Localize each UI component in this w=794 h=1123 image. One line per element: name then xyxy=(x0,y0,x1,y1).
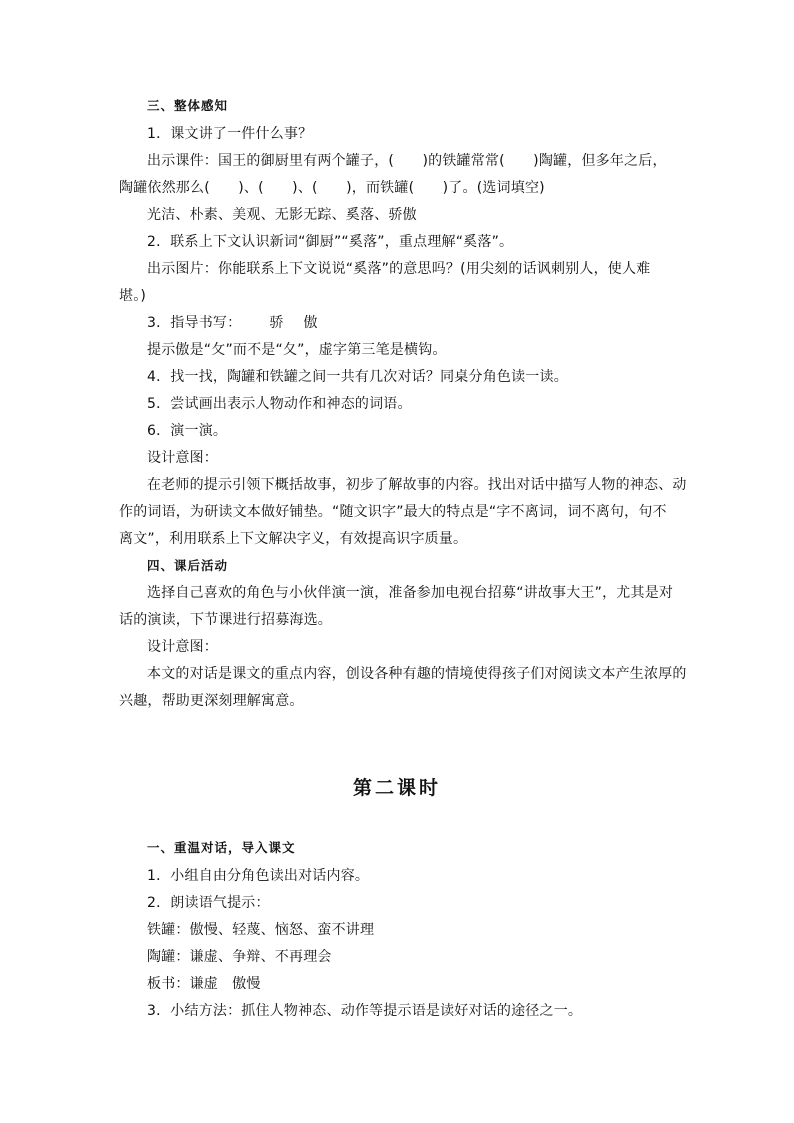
lesson2-item-3: 3．小结方法：抓住人物神态、动作等提示语是读好对话的途径之一。 xyxy=(147,1003,583,1019)
question-3-label: 3．指导书写： xyxy=(147,315,242,331)
question-5: 5．尝试画出表示人物动作和神态的词语。 xyxy=(147,396,412,412)
design-intent-label: 设计意图： xyxy=(147,450,218,466)
design-intent-2-line-1: 本文的对话是课文的重点内容，创设各种有趣的情境使得孩子们对阅读文本产生浓厚的 xyxy=(147,666,687,682)
writing-char-1: 骄 xyxy=(269,315,284,331)
question-2: 2．联系上下文认识新词“御厨”“奚落”，重点理解“奚落”。 xyxy=(147,234,514,250)
design-intent-2-line-2: 兴趣，帮助更深刻理解寓意。 xyxy=(119,693,304,709)
writing-hint: 提示傲是“攵”而不是“夂”，虚字第三笔是横钩。 xyxy=(147,342,447,358)
courseware-line-2: 陶罐依然那么( )、( )、( )，而铁罐( )了。(选词填空) xyxy=(119,180,545,196)
section-heading-after-class: 四、课后活动 xyxy=(147,558,229,573)
question-3 xyxy=(147,313,318,333)
iron-pot-tone: 铁罐：傲慢、轻蔑、恼怒、蛮不讲理 xyxy=(147,922,375,938)
writing-char-2: 傲 xyxy=(303,315,318,331)
lesson2-item-1: 1．小组自由分角色读出对话内容。 xyxy=(147,868,370,884)
design-intent-line-3: 离文”，利用联系上下文解决字义，有效提高识字质量。 xyxy=(119,531,468,547)
courseware-line-1: 出示课件：国王的御厨里有两个罐子，( )的铁罐常常( )陶罐，但多年之后， xyxy=(147,153,667,169)
section-heading-overall-perception: 三、整体感知 xyxy=(147,98,229,113)
activity-line-2: 话的演读，下节课进行招募海选。 xyxy=(119,612,332,628)
blackboard-note: 板书：谦虚 傲慢 xyxy=(147,976,261,992)
design-intent-line-2: 作的词语，为研读文本做好铺垫。“随文识字”最大的特点是“字不离词，词不离句，句不 xyxy=(119,504,667,520)
picture-prompt-line-2: 堪。) xyxy=(119,288,147,304)
question-6: 6．演一演。 xyxy=(147,423,228,439)
activity-line-1: 选择自己喜欢的角色与小伙伴演一演，准备参加电视台招募“讲故事大王”，尤其是对 xyxy=(147,585,674,601)
design-intent-label-2: 设计意图： xyxy=(147,639,218,655)
word-options: 光洁、朴素、美观、无影无踪、奚落、骄傲 xyxy=(147,207,417,223)
question-4: 4．找一找，陶罐和铁罐之间一共有几次对话？同桌分角色读一读。 xyxy=(147,369,568,385)
question-1: 1．课文讲了一件什么事？ xyxy=(147,126,313,142)
lesson2-item-2: 2．朗读语气提示： xyxy=(147,895,270,911)
section-heading-review-dialogue: 一、重温对话，导入课文 xyxy=(147,840,296,855)
clay-pot-tone: 陶罐：谦虚、争辩、不再理会 xyxy=(147,949,332,965)
picture-prompt-line-1: 出示图片：你能联系上下文说说“奚落”的意思吗？(用尖刻的话讽刺别人，使人难 xyxy=(147,261,651,277)
lesson-2-title: 第二课时 xyxy=(352,777,441,799)
design-intent-line-1: 在老师的提示引领下概括故事，初步了解故事的内容。找出对话中描写人物的神态、动 xyxy=(147,477,687,493)
